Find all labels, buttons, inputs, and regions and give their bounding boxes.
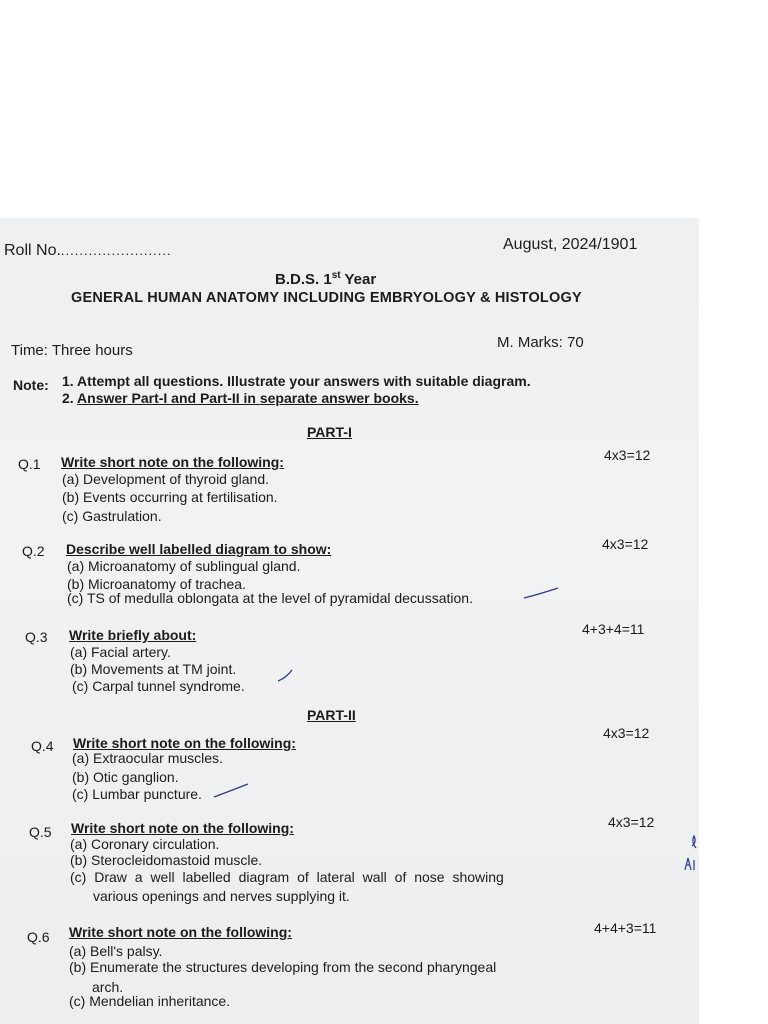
question-item: various openings and nerves supplying it. bbox=[93, 888, 350, 904]
question-heading: Write short note on the following: bbox=[71, 820, 294, 836]
course-suffix: Year bbox=[340, 271, 377, 288]
question-item: (c) Mendelian inheritance. bbox=[69, 993, 231, 1009]
part-1-heading: PART-I bbox=[307, 424, 352, 440]
question-number: Q.3 bbox=[25, 629, 48, 645]
question-item: (c) Lumbar puncture. bbox=[72, 786, 202, 802]
question-item: (a) Facial artery. bbox=[70, 644, 171, 660]
question-marks: 4x3=12 bbox=[604, 447, 651, 463]
question-marks: 4x3=12 bbox=[602, 536, 649, 552]
exam-time: Time: Three hours bbox=[11, 342, 133, 359]
question-marks: 4+3+4=11 bbox=[582, 621, 645, 637]
question-item: (a) Development of thyroid gland. bbox=[62, 471, 269, 487]
max-marks: M. Marks: 70 bbox=[497, 334, 584, 351]
question-marks: 4x3=12 bbox=[603, 725, 650, 741]
question-item: (b) Microanatomy of trachea. bbox=[67, 576, 246, 592]
question-marks: 4+4+3=11 bbox=[594, 920, 657, 936]
pen-scribble-icon bbox=[682, 830, 699, 874]
note-line-1: 1. Attempt all questions. Illustrate your answers with suitable diagram. bbox=[62, 373, 531, 389]
course-title bbox=[275, 270, 376, 288]
pen-tick-icon bbox=[276, 666, 296, 686]
part-2-heading: PART-II bbox=[307, 707, 356, 723]
question-item: (b) Events occurring at fertilisation. bbox=[62, 489, 278, 505]
question-marks: 4x3=12 bbox=[608, 814, 655, 830]
note-line-2-text: Answer Part-I and Part-II in separate answer books. bbox=[77, 390, 419, 406]
question-number: Q.1 bbox=[18, 456, 41, 472]
question-number: Q.2 bbox=[22, 543, 45, 559]
question-number: Q.5 bbox=[29, 824, 52, 840]
subject-title: GENERAL HUMAN ANATOMY INCLUDING EMBRYOLOGY & HISTOLOGY bbox=[71, 290, 582, 306]
question-item: (c) Carpal tunnel syndrome. bbox=[72, 678, 245, 694]
question-item: (a) Bell's palsy. bbox=[69, 943, 163, 959]
question-item: (b) Otic ganglion. bbox=[72, 769, 179, 785]
question-heading: Write short note on the following: bbox=[69, 924, 292, 940]
question-item: (a) Extraocular muscles. bbox=[72, 750, 223, 766]
course-name: B.D.S. 1 bbox=[275, 271, 332, 288]
question-number: Q.4 bbox=[31, 738, 54, 754]
note-line-2-prefix: 2. bbox=[62, 390, 78, 406]
question-heading: Describe well labelled diagram to show: bbox=[66, 541, 332, 557]
question-item: (c) Gastrulation. bbox=[62, 508, 162, 524]
note-line-2 bbox=[62, 390, 419, 406]
pen-tick-icon bbox=[212, 781, 252, 801]
question-item: (b) Movements at TM joint. bbox=[70, 661, 237, 677]
question-heading: Write short note on the following: bbox=[61, 454, 284, 470]
question-item: (a) Coronary circulation. bbox=[70, 836, 220, 852]
roll-dots: ........................ bbox=[60, 243, 172, 258]
roll-label: Roll No. bbox=[4, 242, 61, 259]
question-item: (c) TS of medulla oblongata at the level of pyramidal decussation. bbox=[67, 590, 473, 606]
question-item: (c) Draw a well labelled diagram of lateral wall of nose showing bbox=[70, 869, 504, 885]
question-item: arch. bbox=[92, 979, 124, 995]
exam-paper-sheet bbox=[0, 218, 699, 1024]
question-heading: Write short note on the following: bbox=[73, 735, 296, 751]
question-item: (b) Enumerate the structures developing from the second pharyngeal bbox=[69, 959, 497, 975]
course-sup: st bbox=[331, 270, 341, 281]
exam-date-code: August, 2024/1901 bbox=[503, 236, 638, 253]
roll-number-field bbox=[4, 242, 172, 260]
question-number: Q.6 bbox=[27, 929, 50, 945]
question-heading: Write briefly about: bbox=[69, 627, 197, 643]
note-label: Note: bbox=[13, 377, 49, 393]
pen-tick-icon bbox=[522, 586, 562, 602]
question-item: (a) Microanatomy of sublingual gland. bbox=[67, 558, 301, 574]
question-item: (b) Sterocleidomastoid muscle. bbox=[70, 852, 263, 868]
